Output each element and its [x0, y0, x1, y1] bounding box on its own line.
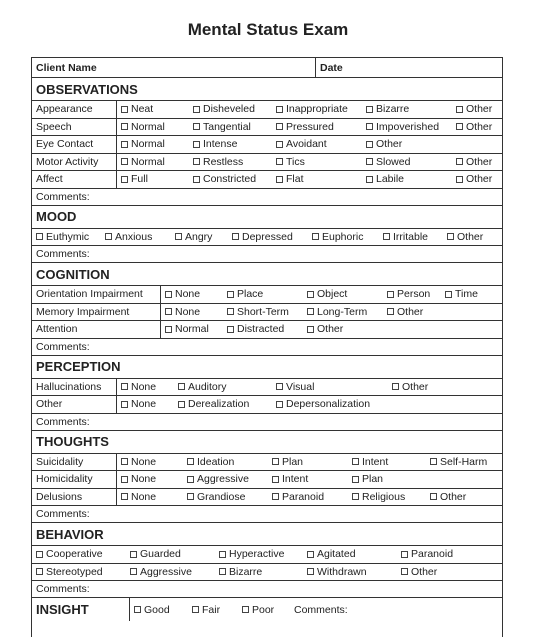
option-label: Aggressive [140, 565, 192, 578]
fair-checkbox-option[interactable] [192, 598, 220, 621]
option-label: Depressed [242, 230, 293, 243]
option-label: Paranoid [282, 490, 325, 503]
option-label: Other [466, 155, 493, 168]
option-label: Disheveled [203, 103, 255, 116]
option-label: Object [317, 288, 348, 301]
mood-title: MOOD [36, 209, 77, 224]
none-checkbox-option[interactable] [165, 286, 200, 303]
flat-checkbox-option[interactable] [276, 171, 304, 188]
ideation-checkbox-option[interactable] [187, 454, 234, 471]
grandiose-checkbox-option[interactable] [187, 489, 245, 506]
checkbox-icon[interactable] [121, 106, 128, 113]
observations-row-speech [32, 119, 502, 137]
checkbox-icon[interactable] [352, 476, 359, 483]
checkbox-icon[interactable] [352, 493, 359, 500]
checkbox-icon[interactable] [276, 158, 283, 165]
option-label: Other [411, 565, 438, 578]
row-label: Homicidality [36, 473, 93, 486]
other-checkbox-option[interactable] [401, 564, 437, 581]
option-label: Other [466, 103, 493, 116]
depressed-checkbox-option[interactable] [232, 229, 293, 246]
checkbox-icon[interactable] [187, 476, 194, 483]
aggressive-checkbox-option[interactable] [187, 471, 249, 488]
checkbox-icon[interactable] [307, 291, 314, 298]
checkbox-icon[interactable] [219, 551, 226, 558]
option-label: None [175, 305, 201, 318]
intense-checkbox-option[interactable] [193, 136, 237, 153]
long-term-checkbox-option[interactable] [307, 304, 367, 321]
behavior-row-row-1 [32, 564, 502, 582]
checkbox-icon[interactable] [227, 308, 234, 315]
observations-title: OBSERVATIONS [36, 81, 138, 97]
option-label: Neat [131, 103, 154, 116]
option-label: Long-Term [317, 305, 368, 318]
comments-label: Comments: [36, 583, 90, 595]
checkbox-icon[interactable] [307, 551, 314, 558]
behavior-row-row-0 [32, 546, 502, 564]
labile-checkbox-option[interactable] [366, 171, 404, 188]
row-label: Appearance [36, 103, 93, 116]
checkbox-icon[interactable] [193, 106, 200, 113]
checkbox-icon[interactable] [392, 383, 399, 390]
checkbox-icon[interactable] [307, 308, 314, 315]
checkbox-icon[interactable] [121, 493, 128, 500]
tics-checkbox-option[interactable] [276, 154, 305, 171]
checkbox-icon[interactable] [276, 176, 283, 183]
option-label: Other [376, 138, 403, 151]
checkbox-icon[interactable] [456, 106, 463, 113]
option-label: Irritable [393, 230, 429, 243]
option-label: Flat [286, 173, 304, 186]
option-label: Aggressive [197, 473, 249, 486]
checkbox-icon[interactable] [447, 233, 454, 240]
perception-comments[interactable] [32, 414, 502, 431]
plan-checkbox-option[interactable] [272, 454, 303, 471]
checkbox-icon[interactable] [121, 158, 128, 165]
checkbox-icon[interactable] [121, 476, 128, 483]
row-label: Eye Contact [36, 138, 94, 151]
plan-checkbox-option[interactable] [352, 471, 383, 488]
option-label: Religious [362, 490, 406, 503]
option-label: Inappropriate [286, 103, 348, 116]
checkbox-icon[interactable] [36, 551, 43, 558]
checkbox-icon[interactable] [36, 233, 43, 240]
checkbox-icon[interactable] [193, 158, 200, 165]
behavior-section-header [32, 523, 502, 546]
thoughts-section-header [32, 431, 502, 454]
short-term-checkbox-option[interactable] [227, 304, 289, 321]
option-label: Other [402, 380, 429, 393]
option-label: Constricted [203, 173, 257, 186]
good-checkbox-option[interactable] [134, 598, 170, 621]
option-label: None [131, 490, 157, 503]
checkbox-icon[interactable] [366, 158, 373, 165]
option-label: Hyperactive [229, 548, 285, 561]
stereotyped-checkbox-option[interactable] [36, 564, 103, 581]
page-title: Mental Status Exam [187, 20, 349, 39]
option-label: Tics [286, 155, 305, 168]
person-checkbox-option[interactable] [387, 286, 430, 303]
checkbox-icon[interactable] [227, 291, 234, 298]
option-label: Euthymic [46, 230, 90, 243]
thoughts-row-delusions [32, 489, 502, 507]
cognition-section-header [32, 263, 502, 286]
euphoric-checkbox-option[interactable] [312, 229, 363, 246]
checkbox-icon[interactable] [430, 458, 437, 465]
option-label: None [131, 380, 157, 393]
client-name-label: Client Name [36, 61, 97, 74]
none-checkbox-option[interactable] [121, 489, 156, 506]
option-label: Derealization [188, 398, 250, 411]
mental-status-form [31, 57, 503, 637]
option-label: Ideation [197, 455, 235, 468]
cognition-row-memory-impairment [32, 304, 502, 322]
impoverished-checkbox-option[interactable] [366, 119, 439, 136]
checkbox-icon[interactable] [272, 493, 279, 500]
other-checkbox-option[interactable] [307, 321, 343, 338]
distracted-checkbox-option[interactable] [227, 321, 284, 338]
option-label: Cooperative [46, 548, 103, 561]
checkbox-icon[interactable] [193, 123, 200, 130]
checkbox-icon[interactable] [276, 383, 283, 390]
perception-row-hallucinations [32, 379, 502, 397]
normal-checkbox-option[interactable] [121, 136, 165, 153]
none-checkbox-option[interactable] [121, 396, 156, 413]
option-label: Bizarre [229, 565, 263, 578]
checkbox-icon[interactable] [456, 176, 463, 183]
checkbox-icon[interactable] [165, 308, 172, 315]
other-checkbox-option[interactable] [456, 154, 492, 171]
option-label: Restless [203, 155, 244, 168]
option-label: Fair [202, 603, 221, 616]
perception-section-header [32, 356, 502, 379]
tangential-checkbox-option[interactable] [193, 119, 251, 136]
cognition-row-attention [32, 321, 502, 339]
option-label: Intense [203, 138, 238, 151]
checkbox-icon[interactable] [401, 568, 408, 575]
checkbox-icon[interactable] [352, 458, 359, 465]
angry-checkbox-option[interactable] [175, 229, 212, 246]
disheveled-checkbox-option[interactable] [193, 101, 255, 118]
option-label: Other [466, 120, 493, 133]
checkbox-icon[interactable] [121, 401, 128, 408]
other-checkbox-option[interactable] [387, 304, 423, 321]
option-label: Other [317, 323, 344, 336]
none-checkbox-option[interactable] [165, 304, 200, 321]
comments-label: Comments: [36, 248, 90, 260]
cognition-comments[interactable] [32, 339, 502, 356]
comments-label: Comments: [36, 508, 90, 520]
none-checkbox-option[interactable] [121, 454, 156, 471]
checkbox-icon[interactable] [121, 123, 128, 130]
option-label: None [175, 288, 201, 301]
option-label: Plan [362, 473, 384, 486]
place-checkbox-option[interactable] [227, 286, 263, 303]
other-checkbox-option[interactable] [392, 379, 428, 396]
checkbox-icon[interactable] [178, 383, 185, 390]
checkbox-icon[interactable] [383, 233, 390, 240]
mood-section-header [32, 206, 502, 229]
option-label: Short-Term [237, 305, 289, 318]
checkbox-icon[interactable] [219, 568, 226, 575]
option-label: Paranoid [411, 548, 454, 561]
other-checkbox-option[interactable] [456, 119, 492, 136]
checkbox-icon[interactable] [175, 233, 182, 240]
option-label: Auditory [188, 380, 227, 393]
checkbox-icon[interactable] [105, 233, 112, 240]
checkbox-icon[interactable] [121, 458, 128, 465]
checkbox-icon[interactable] [366, 106, 373, 113]
checkbox-icon[interactable] [366, 176, 373, 183]
hyperactive-checkbox-option[interactable] [219, 546, 284, 563]
inappropriate-checkbox-option[interactable] [276, 101, 348, 118]
religious-checkbox-option[interactable] [352, 489, 405, 506]
other-checkbox-option[interactable] [366, 136, 402, 153]
option-label: Distracted [237, 323, 285, 336]
checkbox-icon[interactable] [232, 233, 239, 240]
option-label: Plan [282, 455, 304, 468]
normal-checkbox-option[interactable] [121, 154, 165, 171]
checkbox-icon[interactable] [178, 401, 185, 408]
option-label: Agitated [317, 548, 356, 561]
option-label: None [131, 473, 157, 486]
intent-checkbox-option[interactable] [272, 471, 308, 488]
poor-checkbox-option[interactable] [242, 598, 274, 621]
paranoid-checkbox-option[interactable] [272, 489, 324, 506]
row-label: Delusions [36, 490, 83, 503]
option-label: Other [466, 173, 493, 186]
normal-checkbox-option[interactable] [165, 321, 209, 338]
option-label: Withdrawn [317, 565, 367, 578]
behavior-title: BEHAVIOR [36, 526, 104, 542]
intent-checkbox-option[interactable] [352, 454, 388, 471]
comments-label: Comments: [36, 415, 90, 428]
option-label: None [131, 398, 157, 411]
other-checkbox-option[interactable] [456, 171, 492, 188]
depersonalization-checkbox-option[interactable] [276, 396, 370, 413]
option-label: Normal [131, 138, 165, 151]
insight-section-row [32, 598, 502, 621]
option-label: Tangential [203, 120, 251, 133]
option-label: Place [237, 288, 264, 301]
option-label: Bizarre [376, 103, 410, 116]
thoughts-title: THOUGHTS [36, 434, 109, 449]
row-label: Orientation Impairment [36, 288, 143, 301]
checkbox-icon[interactable] [121, 141, 128, 148]
option-label: Intent [362, 455, 389, 468]
avoidant-checkbox-option[interactable] [276, 136, 327, 153]
full-checkbox-option[interactable] [121, 171, 148, 188]
option-label: Normal [131, 155, 165, 168]
checkbox-icon[interactable] [165, 291, 172, 298]
option-label: Angry [185, 230, 213, 243]
row-label: Memory Impairment [36, 305, 130, 318]
none-checkbox-option[interactable] [121, 379, 156, 396]
checkbox-icon[interactable] [193, 176, 200, 183]
agitated-checkbox-option[interactable] [307, 546, 356, 563]
option-label: Anxious [115, 230, 153, 243]
option-label: Visual [286, 380, 315, 393]
paranoid-checkbox-option[interactable] [401, 546, 453, 563]
bizarre-checkbox-option[interactable] [366, 101, 409, 118]
checkbox-icon[interactable] [193, 141, 200, 148]
checkbox-icon[interactable] [121, 176, 128, 183]
observations-row-appearance [32, 101, 502, 119]
checkbox-icon[interactable] [242, 606, 249, 613]
cooperative-checkbox-option[interactable] [36, 546, 103, 563]
checkbox-icon[interactable] [276, 401, 283, 408]
checkbox-icon[interactable] [36, 568, 43, 575]
observations-row-motor-activity [32, 154, 502, 172]
option-label: Other [397, 305, 424, 318]
option-label: Self-Harm [440, 455, 488, 468]
cognition-title: COGNITION [36, 266, 110, 282]
perception-title: PERCEPTION [36, 359, 121, 374]
option-label: Other [440, 490, 467, 503]
slowed-checkbox-option[interactable] [366, 154, 410, 171]
insight-title: INSIGHT [36, 602, 89, 617]
option-label: Other [457, 230, 484, 243]
neat-checkbox-option[interactable] [121, 101, 153, 118]
comments-label: Comments: [36, 340, 90, 353]
checkbox-icon[interactable] [165, 326, 172, 333]
checkbox-icon[interactable] [276, 141, 283, 148]
option-label: Pressured [286, 120, 334, 133]
observations-row-eye-contact [32, 136, 502, 154]
checkbox-icon[interactable] [387, 291, 394, 298]
option-label: Impoverished [376, 120, 440, 133]
constricted-checkbox-option[interactable] [193, 171, 256, 188]
checkbox-icon[interactable] [430, 493, 437, 500]
checkbox-icon[interactable] [130, 568, 137, 575]
option-label: Good [144, 603, 170, 616]
checkbox-icon[interactable] [401, 551, 408, 558]
checkbox-icon[interactable] [366, 123, 373, 130]
other-checkbox-option[interactable] [430, 489, 466, 506]
derealization-checkbox-option[interactable] [178, 396, 249, 413]
behavior-comments[interactable] [32, 581, 502, 598]
option-label: Person [397, 288, 431, 301]
option-label: Depersonalization [286, 398, 371, 411]
checkbox-icon[interactable] [187, 493, 194, 500]
option-label: Grandiose [197, 490, 246, 503]
mood-options-row [32, 229, 502, 247]
checkbox-icon[interactable] [121, 383, 128, 390]
option-label: Normal [131, 120, 165, 133]
checkbox-icon[interactable] [445, 291, 452, 298]
mood-comments[interactable] [32, 246, 502, 263]
row-label: Affect [36, 173, 63, 186]
time-checkbox-option[interactable] [445, 286, 478, 303]
checkbox-icon[interactable] [456, 158, 463, 165]
bizarre-checkbox-option[interactable] [219, 564, 262, 581]
insight-comments-label: Comments: [294, 603, 348, 616]
option-label: Poor [252, 603, 275, 616]
self-harm-checkbox-option[interactable] [430, 454, 487, 471]
checkbox-icon[interactable] [272, 476, 279, 483]
checkbox-icon[interactable] [192, 606, 199, 613]
normal-checkbox-option[interactable] [121, 119, 165, 136]
checkbox-icon[interactable] [134, 606, 141, 613]
row-label: Motor Activity [36, 155, 99, 168]
perception-row-other [32, 396, 502, 414]
option-label: Time [455, 288, 478, 301]
checkbox-icon[interactable] [272, 458, 279, 465]
cognition-row-orientation-impairment [32, 286, 502, 304]
checkbox-icon[interactable] [276, 106, 283, 113]
checkbox-icon[interactable] [366, 141, 373, 148]
aggressive-checkbox-option[interactable] [130, 564, 192, 581]
irritable-checkbox-option[interactable] [383, 229, 428, 246]
option-label: Full [131, 173, 148, 186]
option-label: Euphoric [322, 230, 364, 243]
checkbox-icon[interactable] [312, 233, 319, 240]
observations-row-affect [32, 171, 502, 189]
checkbox-icon[interactable] [130, 551, 137, 558]
option-label: Avoidant [286, 138, 327, 151]
visual-checkbox-option[interactable] [276, 379, 314, 396]
row-label: Attention [36, 323, 78, 336]
row-label: Other [36, 398, 63, 411]
thoughts-row-suicidality [32, 454, 502, 472]
checkbox-icon[interactable] [187, 458, 194, 465]
withdrawn-checkbox-option[interactable] [307, 564, 367, 581]
row-label: Speech [36, 120, 72, 133]
observations-section-header [32, 78, 502, 101]
option-label: None [131, 455, 157, 468]
option-label: Stereotyped [46, 565, 103, 578]
option-label: Intent [282, 473, 309, 486]
auditory-checkbox-option[interactable] [178, 379, 227, 396]
date-label: Date [320, 61, 343, 74]
option-label: Slowed [376, 155, 411, 168]
row-label: Suicidality [36, 455, 84, 468]
thoughts-comments[interactable] [32, 506, 502, 523]
checkbox-icon[interactable] [307, 326, 314, 333]
none-checkbox-option[interactable] [121, 471, 156, 488]
header-row [32, 58, 502, 78]
option-label: Normal [175, 323, 209, 336]
option-label: Guarded [140, 548, 181, 561]
other-checkbox-option[interactable] [447, 229, 483, 246]
row-label: Hallucinations [36, 380, 102, 393]
pressured-checkbox-option[interactable] [276, 119, 334, 136]
guarded-checkbox-option[interactable] [130, 546, 181, 563]
checkbox-icon[interactable] [307, 568, 314, 575]
checkbox-icon[interactable] [456, 123, 463, 130]
restless-checkbox-option[interactable] [193, 154, 243, 171]
thoughts-row-homicidality [32, 471, 502, 489]
option-label: Labile [376, 173, 405, 186]
checkbox-icon[interactable] [276, 123, 283, 130]
checkbox-icon[interactable] [387, 308, 394, 315]
checkbox-icon[interactable] [227, 326, 234, 333]
object-checkbox-option[interactable] [307, 286, 347, 303]
euthymic-checkbox-option[interactable] [36, 229, 89, 246]
other-checkbox-option[interactable] [456, 101, 492, 118]
anxious-checkbox-option[interactable] [105, 229, 152, 246]
comments-label: Comments: [36, 190, 90, 203]
observations-comments[interactable] [32, 189, 502, 206]
